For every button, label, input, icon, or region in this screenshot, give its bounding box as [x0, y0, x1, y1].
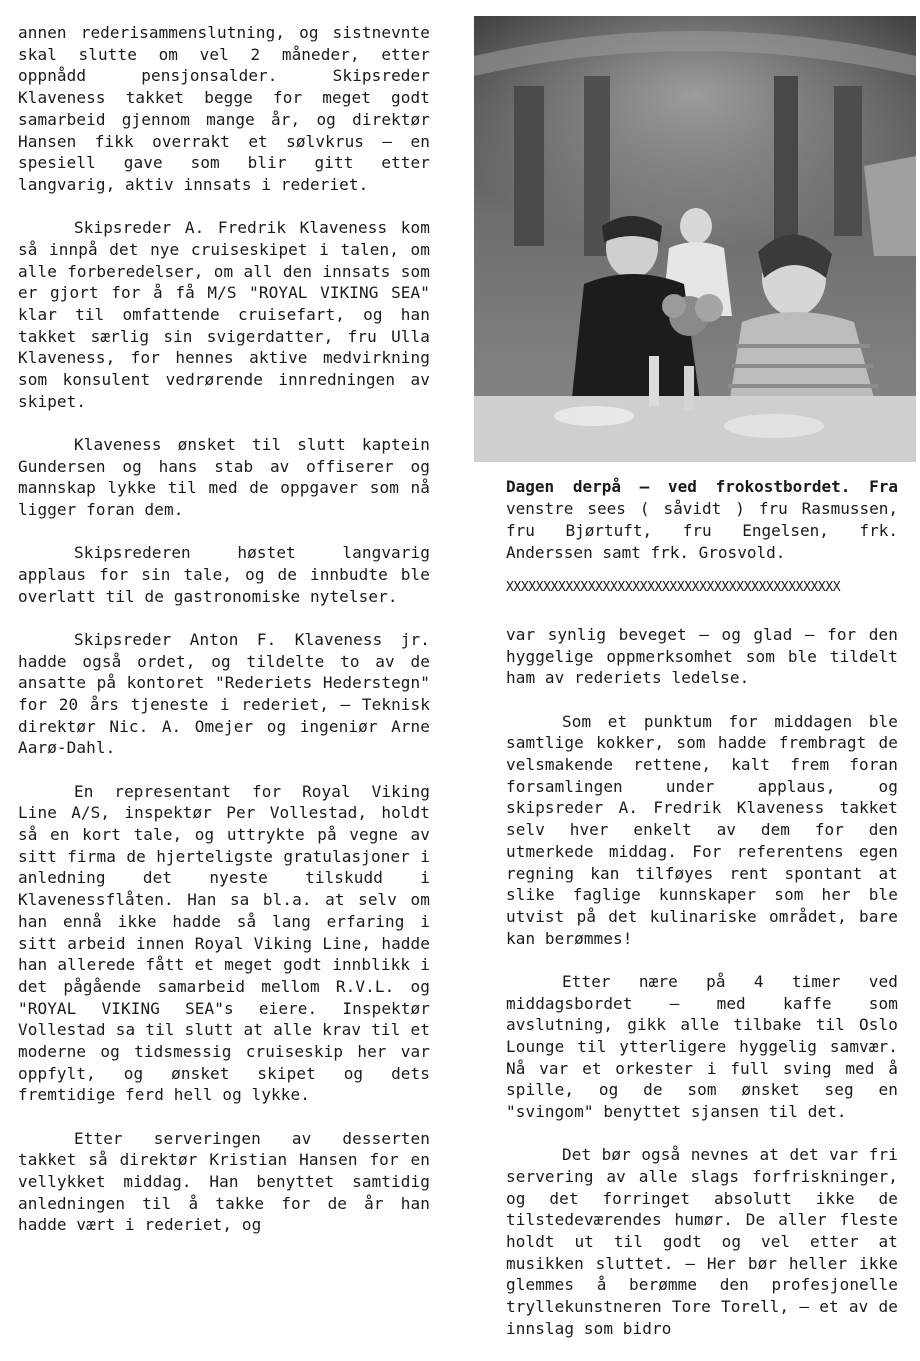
left-paragraph-4: Skipsrederen høstet langvarig applaus for sin tale, og de innbudte ble overlatt til de gastronomiske nytelser. [18, 543, 430, 606]
left-paragraph-1: annen rederisammenslutning, og sistnevnte skal slutte om vel 2 måneder, etter oppnådd pensjonsalder. Skipsreder Klaveness takket begge for meget godt samarbeid gjennom mange år, og direktør Hansen fikk overrakt et sølvkrus – en spesiell gave som blir gitt etter langvarig, aktiv innsats i rederiet. [18, 23, 430, 194]
left-paragraph-3: Klaveness ønsket til slutt kaptein Gundersen og hans stab av offiserer og mannskap lykke til med de oppgaver som nå ligger foran dem. [18, 434, 430, 520]
right-paragraph-3: Etter nære på 4 timer ved middagsbordet – med kaffe som avslutning, gikk alle tilbake til Oslo Lounge til ytterligere hyggelig samvær. Nå var et orkester i full sving med å spille, og de som ønsket seg en "svingom" benyttet sjansen til det. [506, 971, 898, 1122]
left-paragraph-5: Skipsreder Anton F. Klaveness jr. hadde også ordet, og tildelte to av de ansatte på kontoret "Rederiets Hederstegn" for 20 års tjeneste i rederiet, – Teknisk direktør Nic. A. Omejer og ingeniør Arne Aarø-Dahl. [18, 629, 430, 758]
separator-line: XXXXXXXXXXXXXXXXXXXXXXXXXXXXXXXXXXXXXXXXXXXXX [506, 580, 841, 595]
right-paragraph-1: var synlig beveget – og glad – for den hyggelige oppmerksomhet som ble tildelt ham av rederiets ledelse. [506, 625, 898, 688]
photo-caption [506, 476, 898, 564]
left-paragraph-6: En representant for Royal Viking Line A/S, inspektør Per Vollestad, holdt så en kort tale, og uttrykte på vegne av sitt firma de hjerteligste gratulasjoner i anledning det nyeste tilskudd i Klavenessflåten. Han sa bl.a. at selv om han ennå ikke hadde så lang erfaring i sitt arbeid innen Royal Viking Line, hadde han allerede fått et meget godt innblikk i det pågående samarbeid mellom R.V.L. og "ROYAL VIKING SEA"s eiere. Inspektør Vollestad sa til slutt at alle krav til et moderne og tidsmessig cruiseskip her var oppfylt, og ønsket skipet og dets fremtidige ferd hell og lykke. [18, 781, 430, 1105]
right-paragraph-2: Som et punktum for middagen ble samtlige kokker, som hadde frembragt de velsmakende rettene, kalt frem foran forsamlingen under applaus, og skipsreder A. Fredrik Klaveness takket selv hver enkelt av dem for den utmerkede middag. For referentens egen regning kan tilføyes rent spontant at slike faglige kunnskaper som her ble utvist på det kulinariske området, bare kan berømmes! [506, 711, 898, 948]
caption-text: venstre sees ( såvidt ) fru Rasmussen, fru Bjørtuft, fru Engelsen, frk. Anderssen samt frk. Grosvold. [506, 499, 898, 562]
right-column [506, 624, 898, 1361]
caption-bold-text: Dagen derpå – ved frokostbordet. Fra [506, 477, 898, 496]
right-paragraph-4: Det bør også nevnes at det var fri servering av alle slags forfriskninger, og det forringet absolutt ikke de tilstedeværendes humør. De aller fleste holdt ut til godt og vel etter at musikken sluttet. – Her bør heller ikke glemmes å berømme den profesjonelle tryllekunstneren Tore Torell, – et av de innslag som bidro [506, 1145, 898, 1338]
left-paragraph-2: Skipsreder A. Fredrik Klaveness kom så innpå det nye cruiseskipet i talen, om alle forberedelser, om all den innsats som er gjort for å få M/S "ROYAL VIKING SEA" klar til omfattende cruisefart, og han takket særlig sin svigerdatter, fru Ulla Klaveness, for hennes aktive medvirkning som konsulent vedrørende innredningen av skipet. [18, 218, 430, 411]
dinner-photo [474, 16, 916, 462]
left-paragraph-7: Etter serveringen av desserten takket så direktør Kristian Hansen for en vellykket middag. Han benyttet samtidig anledningen til å takke for de år han hadde vært i rederiet, og [18, 1128, 430, 1235]
left-column [18, 22, 430, 1258]
photo-dinner-guests-icon [474, 16, 916, 462]
